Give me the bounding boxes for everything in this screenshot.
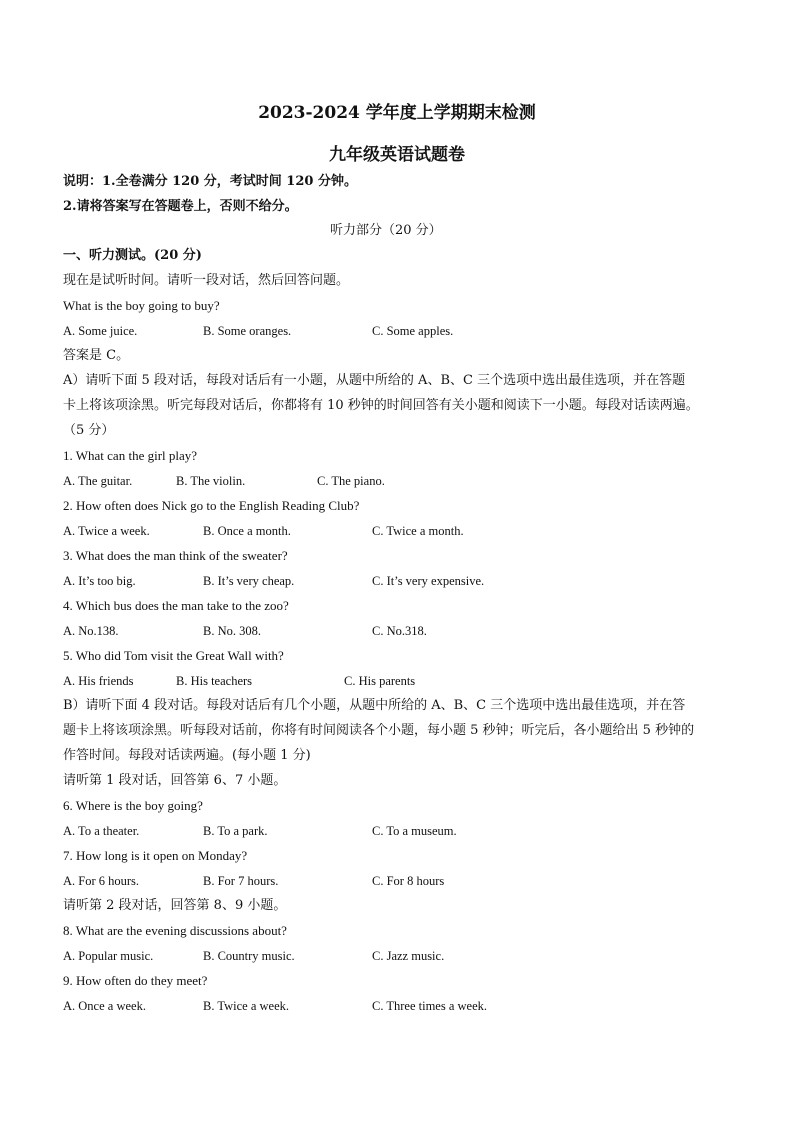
q9-option-a: A. Once a week. <box>63 999 146 1013</box>
exam-subtitle: 九年级英语试题卷 <box>329 145 465 165</box>
trial-option-b: B. Some oranges. <box>203 324 292 338</box>
part-a-instructions-3: （5 分） <box>63 423 115 438</box>
q1-option-c: C. The piano. <box>317 474 385 488</box>
trial-intro: 现在是试听时间。请听一段对话，然后回答问题。 <box>63 273 350 288</box>
section-heading: 一、听力测试。(20 分) <box>63 248 202 263</box>
part-a-instructions-2: 卡上将该项涂黑。听完每段对话后，你都将有 10 秒钟的时间回答有关小题和阅读下一小题。每段对话读两遍。 <box>63 398 699 413</box>
question-4: 4. Which bus does the man take to the zoo? <box>63 598 289 613</box>
q7-option-b: B. For 7 hours. <box>203 874 279 888</box>
listening-part-title: 听力部分（20 分） <box>330 223 442 238</box>
q5-option-a: A. His friends <box>63 674 134 688</box>
q2-option-b: B. Once a month. <box>203 524 291 538</box>
q6-option-b: B. To a park. <box>203 824 268 838</box>
q3-option-a: A. It’s too big. <box>63 574 136 588</box>
q6-option-c: C. To a museum. <box>372 824 457 838</box>
q5-option-b: B. His teachers <box>176 674 253 688</box>
q8-option-c: C. Jazz music. <box>372 949 445 963</box>
q4-option-b: B. No. 308. <box>203 624 261 638</box>
q5-option-c: C. His parents <box>344 674 416 688</box>
q1-option-b: B. The violin. <box>176 474 246 488</box>
q8-option-a: A. Popular music. <box>63 949 154 963</box>
question-6: 6. Where is the boy going? <box>63 798 203 813</box>
part-b-instructions-3: 作答时间。每段对话读两遍。(每小题 1 分) <box>63 748 311 763</box>
exam-title: 2023-2024 学年度上学期期末检测 <box>258 103 536 123</box>
dialog-1-intro: 请听第 1 段对话，回答第 6、7 小题。 <box>63 773 287 788</box>
question-7: 7. How long is it open on Monday? <box>63 848 248 863</box>
q2-option-c: C. Twice a month. <box>372 524 464 538</box>
q6-option-a: A. To a theater. <box>63 824 140 838</box>
question-9: 9. How often do they meet? <box>63 973 208 988</box>
trial-option-a: A. Some juice. <box>63 324 138 338</box>
question-1: 1. What can the girl play? <box>63 448 198 463</box>
trial-question: What is the boy going to buy? <box>63 298 220 313</box>
question-5: 5. Who did Tom visit the Great Wall with? <box>63 648 284 663</box>
q9-option-b: B. Twice a week. <box>203 999 290 1013</box>
q7-option-a: A. For 6 hours. <box>63 874 140 888</box>
q8-option-b: B. Country music. <box>203 949 295 963</box>
question-2: 2. How often does Nick go to the English Reading Club? <box>63 498 360 513</box>
note-1: 说明：1.全卷满分 120 分，考试时间 120 分钟。 <box>63 174 357 189</box>
q1-option-a: A. The guitar. <box>63 474 133 488</box>
dialog-2-intro: 请听第 2 段对话，回答第 8、9 小题。 <box>63 898 287 913</box>
note-2: 2.请将答案写在答题卷上，否则不给分。 <box>63 199 298 214</box>
q2-option-a: A. Twice a week. <box>63 524 150 538</box>
q7-option-c: C. For 8 hours <box>372 874 445 888</box>
part-b-instructions-2: 题卡上将该项涂黑。听每段对话前，你将有时间阅读各个小题，每小题 5 秒钟；听完后，各小题给出 5 秒钟的 <box>63 723 695 738</box>
q3-option-b: B. It’s very cheap. <box>203 574 295 588</box>
part-a-instructions-1: A）请听下面 5 段对话，每段对话后有一小题，从题中所给的 A、B、C 三个选项中选出最佳选项，并在答题 <box>63 373 686 388</box>
question-8: 8. What are the evening discussions about? <box>63 923 287 938</box>
q3-option-c: C. It’s very expensive. <box>372 574 485 588</box>
question-3: 3. What does the man think of the sweater? <box>63 548 288 563</box>
trial-option-c: C. Some apples. <box>372 324 454 338</box>
part-b-instructions-1: B）请听下面 4 段对话。每段对话后有几个小题，从题中所给的 A、B、C 三个选项中选出最佳选项，并在答 <box>63 698 686 713</box>
trial-answer: 答案是 C。 <box>63 348 130 363</box>
q4-option-a: A. No.138. <box>63 624 119 638</box>
q4-option-c: C. No.318. <box>372 624 427 638</box>
q9-option-c: C. Three times a week. <box>372 999 488 1013</box>
